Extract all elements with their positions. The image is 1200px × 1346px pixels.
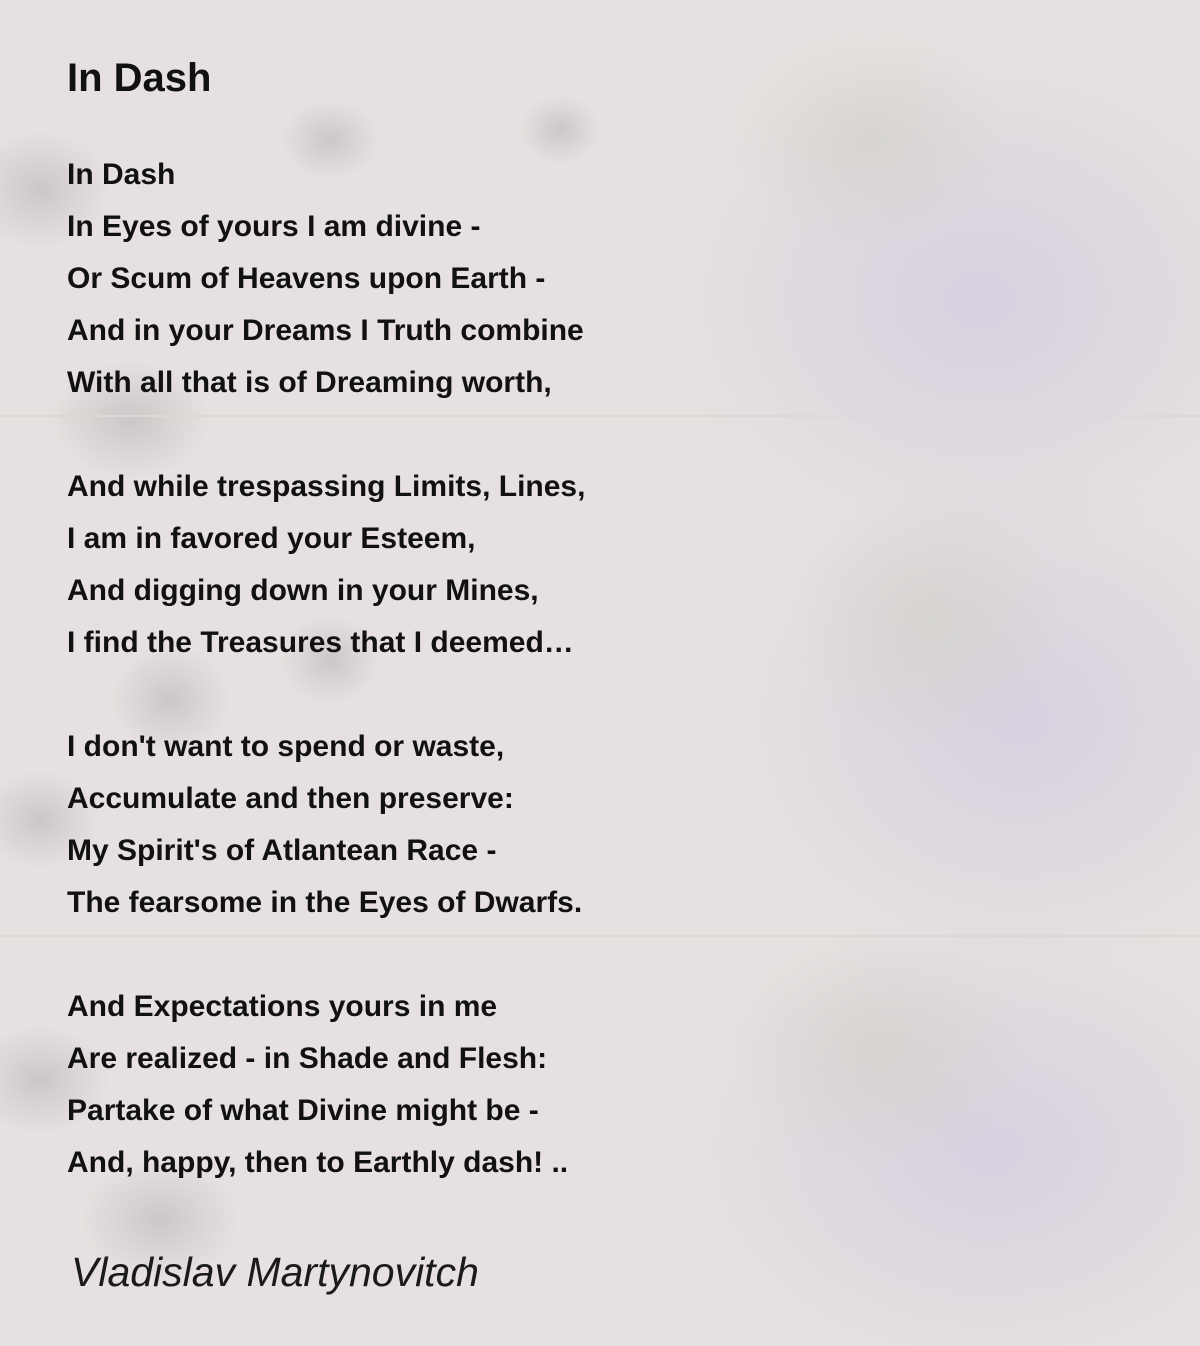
poem-line: My Spirit's of Atlantean Race - bbox=[67, 834, 497, 867]
poem-line: With all that is of Dreaming worth, bbox=[67, 366, 552, 399]
poem-line: And in your Dreams I Truth combine bbox=[67, 314, 584, 347]
poem-line: I don't want to spend or waste, bbox=[67, 730, 505, 763]
stanza-2 bbox=[67, 461, 967, 669]
stanza-1 bbox=[67, 149, 967, 409]
poem-line: And while trespassing Limits, Lines, bbox=[67, 470, 586, 503]
poem-line: The fearsome in the Eyes of Dwarfs. bbox=[67, 886, 583, 919]
poem-body bbox=[67, 149, 967, 1241]
poem-line: Partake of what Divine might be - bbox=[67, 1094, 539, 1127]
poem-line: Accumulate and then preserve: bbox=[67, 782, 514, 815]
poem-line: Or Scum of Heavens upon Earth - bbox=[67, 262, 546, 295]
poem-line: Are realized - in Shade and Flesh: bbox=[67, 1042, 548, 1075]
poem-line: I find the Treasures that I deemed… bbox=[67, 626, 574, 659]
stanza-4 bbox=[67, 981, 967, 1189]
poem-line: And digging down in your Mines, bbox=[67, 574, 539, 607]
poem-title: In Dash bbox=[67, 56, 212, 100]
poem-line: In Eyes of yours I am divine - bbox=[67, 210, 481, 243]
poem-line: And, happy, then to Earthly dash! .. bbox=[67, 1146, 569, 1179]
poem-line: And Expectations yours in me bbox=[67, 990, 498, 1023]
stanza-3 bbox=[67, 721, 967, 929]
poem-line: I am in favored your Esteem, bbox=[67, 522, 476, 555]
author-name: Vladislav Martynovitch bbox=[71, 1249, 479, 1295]
poem-line: In Dash bbox=[67, 158, 176, 191]
